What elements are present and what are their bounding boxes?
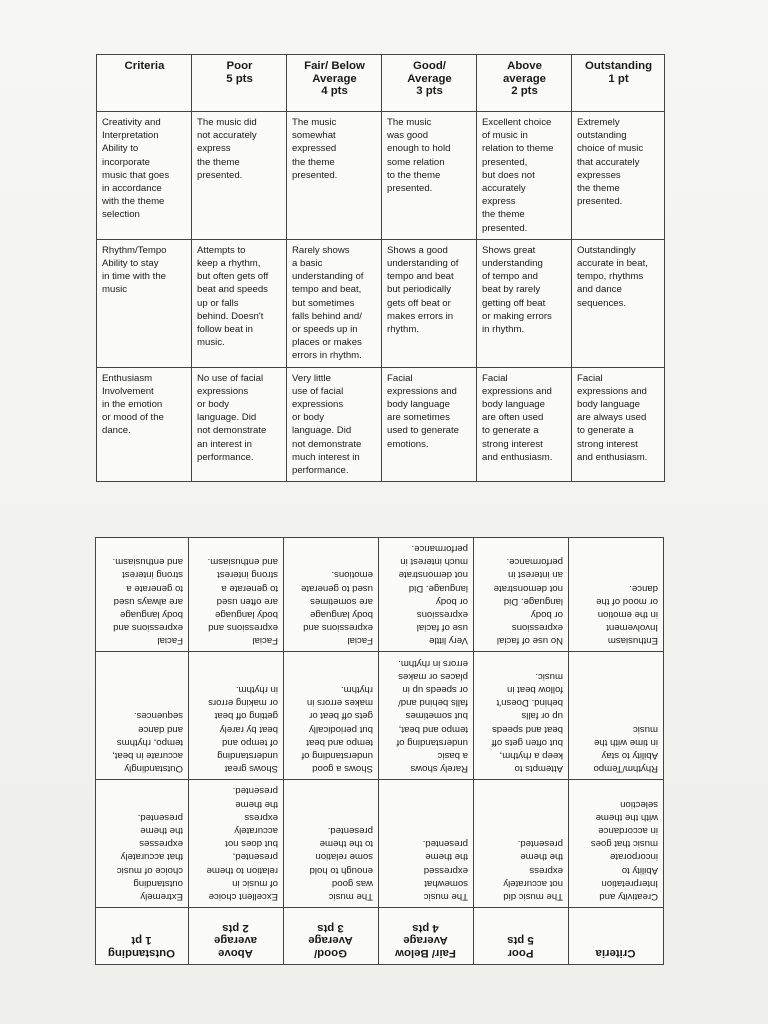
score-cell-outstanding: Outstandingly accurate in beat, tempo, rhythms and dance sequences. — [96, 652, 189, 780]
header-above-average: Above average 2 pts — [477, 55, 572, 112]
score-cell-good: Facial expressions and body language are sometimes used to generate emotions. — [284, 537, 379, 652]
score-cell-outstanding: Extremely outstanding choice of music that accurately expresses the theme presented. — [572, 112, 665, 240]
header-fair-below-average: Fair/ Below Average 4 pts — [379, 908, 474, 965]
header-good-average: Good/ Average 3 pts — [284, 908, 379, 965]
score-cell-fair: The music somewhat expressed the theme presented. — [379, 780, 474, 908]
score-cell-poor: The music did not accurately express the theme presented. — [474, 780, 569, 908]
score-cell-good: Shows a good understanding of tempo and beat but periodically gets off beat or makes errors in rhythm. — [382, 239, 477, 367]
rubric-table-inverted — [95, 537, 664, 965]
score-cell-poor: Attempts to keep a rhythm, but often gets off beat and speeds up or falls behind. Doesn't follow beat in music. — [192, 239, 287, 367]
score-cell-outstanding: Outstandingly accurate in beat, tempo, rhythms and dance sequences. — [572, 239, 665, 367]
header-poor: Poor 5 pts — [474, 908, 569, 965]
score-cell-outstanding: Extremely outstanding choice of music that accurately expresses the theme presented. — [96, 780, 189, 908]
score-cell-good: The music was good enough to hold some relation to the theme presented. — [284, 780, 379, 908]
header-fair-below-average: Fair/ Below Average 4 pts — [287, 55, 382, 112]
score-cell-fair: Rarely shows a basic understanding of tempo and beat, but sometimes falls behind and/ or speeds up in places or makes errors in rhythm. — [287, 239, 382, 367]
rubric-row-rhythm — [96, 652, 664, 780]
score-cell-above: Shows great understanding of tempo and beat by rarely getting off beat or making errors in rhythm. — [189, 652, 284, 780]
header-outstanding: Outstanding 1 pt — [96, 908, 189, 965]
score-cell-fair: Very little use of facial expressions or body language. Did not demonstrate much interest in performance. — [287, 367, 382, 482]
rubric-header-row — [96, 908, 664, 965]
score-cell-above: Shows great understanding of tempo and beat by rarely getting off beat or making errors in rhythm. — [477, 239, 572, 367]
score-cell-fair: Very little use of facial expressions or body language. Did not demonstrate much interest in performance. — [379, 537, 474, 652]
header-above-average: Above average 2 pts — [189, 908, 284, 965]
score-cell-poor: The music did not accurately express the theme presented. — [192, 112, 287, 240]
score-cell-poor: No use of facial expressions or body language. Did not demonstrate an interest in performance. — [474, 537, 569, 652]
score-cell-poor: No use of facial expressions or body language. Did not demonstrate an interest in performance. — [192, 367, 287, 482]
score-cell-good: Shows a good understanding of tempo and beat but periodically gets off beat or makes errors in rhythm. — [284, 652, 379, 780]
score-cell-good: The music was good enough to hold some relation to the theme presented. — [382, 112, 477, 240]
score-cell-above: Excellent choice of music in relation to theme presented, but does not accurately express the theme presented. — [477, 112, 572, 240]
header-criteria: Criteria — [569, 908, 664, 965]
score-cell-poor: Attempts to keep a rhythm, but often gets off beat and speeds up or falls behind. Doesn't follow beat in music. — [474, 652, 569, 780]
rubric-row-creativity — [96, 780, 664, 908]
score-cell-above: Facial expressions and body language are often used to generate a strong interest and enthusiasm. — [189, 537, 284, 652]
header-outstanding: Outstanding 1 pt — [572, 55, 665, 112]
score-cell-fair: The music somewhat expressed the theme presented. — [287, 112, 382, 240]
rubric-table-upright — [96, 54, 665, 482]
criteria-cell: Rhythm/Tempo Ability to stay in time with the music — [569, 652, 664, 780]
rubric-header-row — [97, 55, 665, 112]
score-cell-above: Excellent choice of music in relation to theme presented, but does not accurately express the theme presented. — [189, 780, 284, 908]
criteria-cell: Enthusiasm Involvement in the emotion or mood of the dance. — [97, 367, 192, 482]
score-cell-fair: Rarely shows a basic understanding of tempo and beat, but sometimes falls behind and/ or speeds up in places or makes errors in rhythm. — [379, 652, 474, 780]
header-good-average: Good/ Average 3 pts — [382, 55, 477, 112]
header-poor: Poor 5 pts — [192, 55, 287, 112]
criteria-cell: Creativity and Interpretation Ability to incorporate music that goes in accordance with the theme selection — [569, 780, 664, 908]
criteria-cell: Enthusiasm Involvement in the emotion or mood of the dance. — [569, 537, 664, 652]
score-cell-outstanding: Facial expressions and body language are always used to generate a strong interest and enthusiasm. — [572, 367, 665, 482]
rubric-row-enthusiasm — [96, 537, 664, 652]
score-cell-outstanding: Facial expressions and body language are always used to generate a strong interest and enthusiasm. — [96, 537, 189, 652]
header-criteria: Criteria — [97, 55, 192, 112]
rubric-row-creativity — [97, 112, 665, 240]
criteria-cell: Creativity and Interpretation Ability to incorporate music that goes in accordance with the theme selection — [97, 112, 192, 240]
score-cell-good: Facial expressions and body language are sometimes used to generate emotions. — [382, 367, 477, 482]
criteria-cell: Rhythm/Tempo Ability to stay in time with the music — [97, 239, 192, 367]
score-cell-above: Facial expressions and body language are often used to generate a strong interest and enthusiasm. — [477, 367, 572, 482]
rubric-row-enthusiasm — [97, 367, 665, 482]
rubric-row-rhythm — [97, 239, 665, 367]
